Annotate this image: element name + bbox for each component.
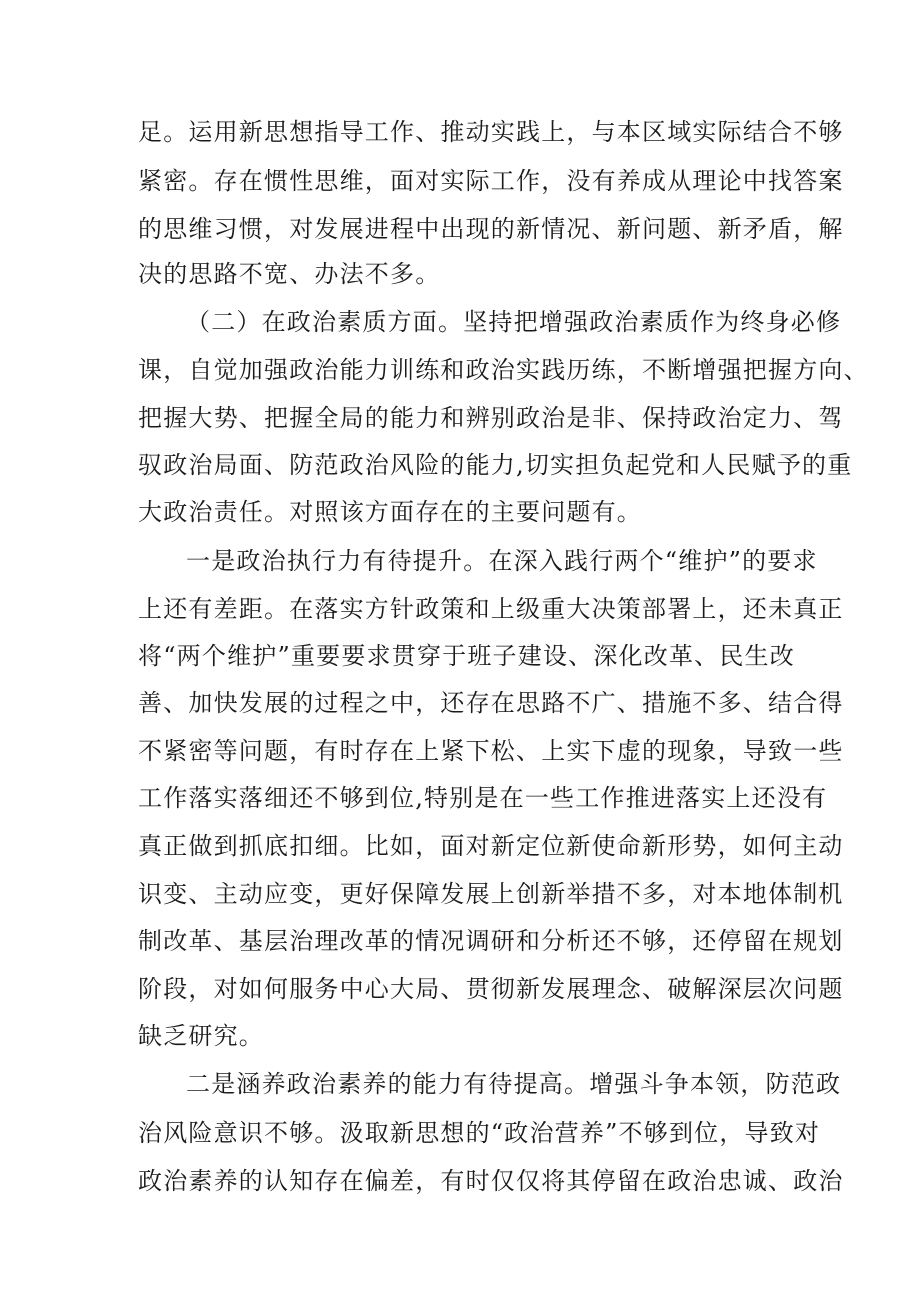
text-line: 阶段，对如何服务中心大局、贯彻新发展理念、破解深层次问题 [138, 975, 844, 1003]
text-line: 真正做到抓底扣细。比如，面对新定位新使命新形势，如何主动 [138, 832, 844, 860]
text-line: 将“两个维护”重要要求贯穿于班子建设、深化改革、民生改 [138, 642, 795, 670]
text-line: 把握大势、把握全局的能力和辨别政治是非、保持政治定力、驾 [138, 404, 844, 432]
text-line: 的思维习惯，对发展进程中出现的新情况、新问题、新矛盾，解 [138, 215, 844, 243]
paragraph-start-line: 一是政治执行力有待提升。在深入践行两个“维护”的要求 [186, 547, 818, 575]
text-line: 驭政治局面、防范政治风险的能力,切实担负起党和人民赋予的重 [138, 451, 853, 479]
text-line: 决的思路不宽、办法不多。 [138, 260, 441, 288]
text-line: 课，自觉加强政治能力训练和政治实践历练，不断增强把握方向、 [138, 356, 869, 384]
text-line: 政治素养的认知存在偏差，有时仅仅将其停留在政治忠诚、政治 [138, 1167, 844, 1195]
text-line: 足。运用新思想指导工作、推动实践上，与本区域实际结合不够 [138, 118, 844, 146]
text-line: 治风险意识不够。汲取新思想的“政治营养”不够到位，导致对 [138, 1119, 821, 1147]
text-line: 善、加快发展的过程之中，还存在思路不广、措施不多、结合得 [138, 689, 844, 717]
text-line: 识变、主动应变，更好保障发展上创新举措不多，对本地体制机 [138, 880, 844, 908]
section-heading-line: （二）在政治素质方面。坚持把增强政治素质作为终身必修 [186, 308, 842, 336]
text-line: 不紧密等问题，有时存在上紧下松、上实下虚的现象，导致一些 [138, 737, 844, 765]
text-line: 大政治责任。对照该方面存在的主要问题有。 [138, 498, 642, 526]
text-line: 缺乏研究。 [138, 1022, 264, 1050]
text-line: 上还有差距。在落实方针政策和上级重大决策部署上，还未真正 [138, 595, 844, 623]
text-line: 工作落实落细还不够到位,特别是在一些工作推进落实上还没有 [138, 784, 828, 812]
text-line: 制改革、基层治理改革的情况调研和分析还不够，还停留在规划 [138, 927, 844, 955]
paragraph-start-line: 二是涵养政治素养的能力有待提高。增强斗争本领，防范政 [186, 1070, 842, 1098]
text-line: 紧密。存在惯性思维，面对实际工作，没有养成从理论中找答案 [138, 167, 844, 195]
